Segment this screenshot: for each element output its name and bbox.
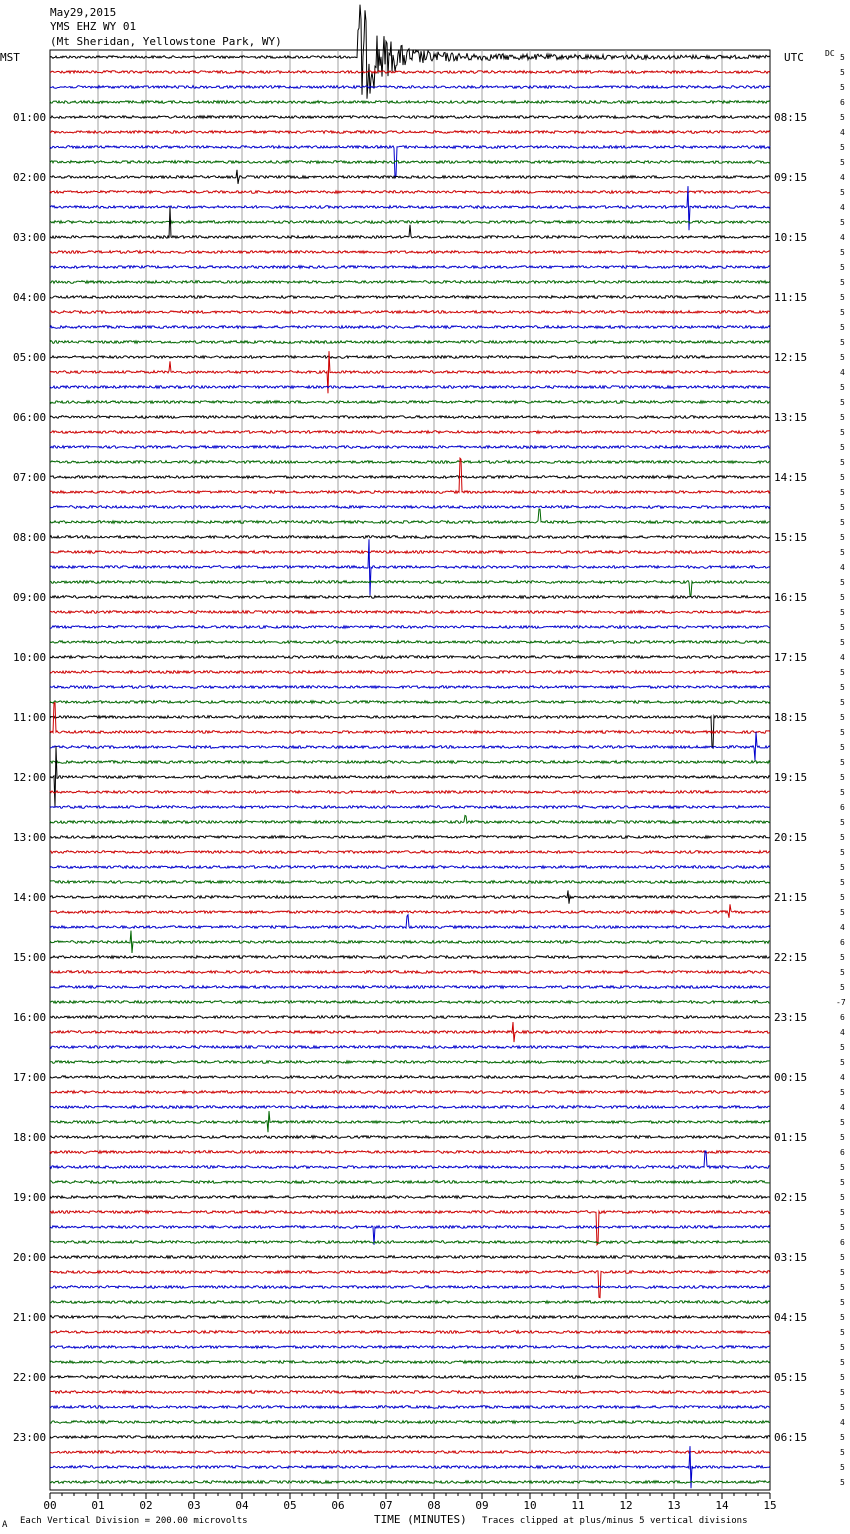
right-hour-label: 19:15 [774,771,808,784]
trace-line [50,1061,770,1064]
x-tick-label: 15 [763,1499,777,1512]
left-hour-label: 03:00 [13,231,47,244]
dc-offset-value: 5 [840,1223,845,1232]
dc-offset-value: 5 [840,773,845,782]
right-hour-label: 00:15 [774,1071,808,1084]
left-hour-label: 08:00 [13,531,47,544]
trace-line [50,116,770,119]
trace-line [50,131,770,134]
dc-offset-value: 5 [840,1373,845,1382]
trace-line [50,1376,770,1379]
dc-offset-value: 5 [840,548,845,557]
right-timezone-label: UTC [784,51,804,64]
right-hour-label: 21:15 [774,891,808,904]
trace-line [50,341,770,344]
left-hour-label: 17:00 [13,1071,47,1084]
dc-offset-value: 5 [840,683,845,692]
right-hour-label: 10:15 [774,231,808,244]
dc-offset-value: 6 [840,1148,845,1157]
trace-line [50,536,770,539]
dc-offset-value: 5 [840,503,845,512]
trace-line [50,915,770,929]
dc-offset-value: 5 [840,248,845,257]
dc-offset-value: 5 [840,983,845,992]
trace-line [50,881,770,884]
right-hour-label: 22:15 [774,951,808,964]
trace-line [50,266,770,269]
trace-line [50,1301,770,1304]
dc-offset-value: 6 [840,938,845,947]
dc-offset-value: 5 [840,263,845,272]
x-tick-label: 12 [619,1499,633,1512]
dc-offset-value: 5 [840,1163,845,1172]
trace-line [50,581,770,596]
trace-line [50,866,770,869]
dc-offset-value: 5 [840,428,845,437]
dc-offset-value: 5 [840,623,845,632]
right-hour-label: 13:15 [774,411,808,424]
dc-offset-values [836,53,846,1487]
left-hour-label: 13:00 [13,831,47,844]
left-hour-label: 10:00 [13,651,47,664]
x-tick-label: 01 [91,1499,105,1512]
left-hour-label: 21:00 [13,1311,47,1324]
right-hour-label: 05:15 [774,1371,808,1384]
trace-line [50,1106,770,1109]
trace-line [50,509,770,523]
trace-line [50,641,770,644]
x-tick-label: 00 [43,1499,57,1512]
dc-offset-value: -7 [836,998,846,1007]
dc-offset-value: 5 [840,713,845,722]
trace-line [50,851,770,854]
dc-offset-value: 5 [840,1253,845,1262]
trace-line [50,1451,770,1454]
trace-line [50,86,770,89]
dc-offset-value: 5 [840,473,845,482]
trace-line [50,806,770,809]
left-hour-label: 19:00 [13,1191,47,1204]
x-axis [43,1493,776,1512]
right-hour-label: 17:15 [774,651,808,664]
dc-offset-value: 4 [840,173,845,182]
dc-offset-value: 5 [840,878,845,887]
trace-line [50,401,770,404]
x-tick-label: 13 [667,1499,681,1512]
x-axis-title: TIME (MINUTES) [374,1513,467,1526]
dc-offset-value: 5 [840,593,845,602]
dc-offset-value: 5 [840,668,845,677]
trace-line [50,1481,770,1484]
trace-line [50,1361,770,1364]
trace-line [50,761,770,764]
dc-offset-value: 5 [840,1403,845,1412]
dc-offset-value: 5 [840,1283,845,1292]
dc-offset-value: 5 [840,413,845,422]
dc-offset-value: 4 [840,563,845,572]
dc-offset-value: 5 [840,818,845,827]
trace-line [50,596,770,599]
dc-offset-value: 6 [840,803,845,812]
trace-line [50,1076,770,1079]
dc-offset-value: 5 [840,338,845,347]
scale-note: Each Vertical Division = 200.00 microvolts [20,1516,248,1526]
seismic-traces [50,5,770,1489]
dc-offset-value: 5 [840,68,845,77]
trace-line [50,311,770,314]
right-hour-label: 15:15 [774,531,808,544]
dc-offset-value: 5 [840,218,845,227]
dc-offset-value: 5 [840,518,845,527]
x-tick-label: 04 [235,1499,249,1512]
trace-line [50,1091,770,1094]
trace-line [50,161,770,164]
trace-line [50,1256,770,1259]
dc-offset-value: 4 [840,653,845,662]
x-tick-label: 02 [139,1499,153,1512]
left-hour-label: 06:00 [13,411,47,424]
x-tick-label: 07 [379,1499,393,1512]
trace-line [50,281,770,284]
trace-line [50,703,770,734]
dc-offset-value: 5 [840,1313,845,1322]
trace-line [50,356,770,359]
dc-offset-value: 5 [840,833,845,842]
dc-offset-value: 5 [840,1118,845,1127]
dc-offset-value: 5 [840,158,845,167]
dc-offset-value: 5 [840,1133,845,1142]
trace-line [50,1406,770,1409]
x-tick-label: 06 [331,1499,345,1512]
dc-offset-value: 4 [840,233,845,242]
trace-line [50,1136,770,1139]
dc-offset-value: 5 [840,1208,845,1217]
trace-line [50,101,770,104]
dc-offset-value: 5 [840,458,845,467]
dc-offset-value: 5 [840,188,845,197]
trace-line [50,416,770,419]
dc-offset-value: 4 [840,1418,845,1427]
trace-line [50,170,770,184]
right-hour-label: 11:15 [774,291,808,304]
dc-offset-value: 5 [840,1433,845,1442]
dc-offset-value: 5 [840,533,845,542]
station-location: (Mt Sheridan, Yellowstone Park, WY) [50,35,282,48]
dc-offset-value: 5 [840,383,845,392]
trace-line [50,506,770,509]
left-hour-label: 20:00 [13,1251,47,1264]
trace-line [50,476,770,479]
dc-offset-value: 5 [840,488,845,497]
left-hour-label: 15:00 [13,951,47,964]
right-hour-label: 09:15 [774,171,808,184]
x-tick-label: 09 [475,1499,489,1512]
x-tick-label: 05 [283,1499,297,1512]
trace-line [50,836,770,839]
dc-offset-value: 5 [840,1193,845,1202]
dc-offset-value: 6 [840,1238,845,1247]
dc-offset-value: 6 [840,1013,845,1022]
dc-offset-value: 5 [840,743,845,752]
trace-line [50,931,770,953]
trace-line [50,1022,770,1042]
trace-line [50,1181,770,1184]
right-hour-label: 16:15 [774,591,808,604]
dc-offset-value: 5 [840,788,845,797]
trace-line [50,671,770,674]
right-hour-label: 14:15 [774,471,808,484]
dc-offset-value: 5 [840,728,845,737]
left-hour-label: 09:00 [13,591,47,604]
dc-offset-value: 5 [840,1178,845,1187]
trace-line [50,1241,770,1244]
trace-line [50,1151,770,1154]
trace-line [50,191,770,194]
right-hour-label: 18:15 [774,711,808,724]
dc-offset-value: 5 [840,1058,845,1067]
left-hour-label: 18:00 [13,1131,47,1144]
trace-line [50,904,770,918]
dc-offset-value: 5 [840,143,845,152]
dc-offset-value: 5 [840,1343,845,1352]
x-tick-label: 10 [523,1499,537,1512]
dc-offset-value: 6 [840,98,845,107]
left-hour-label: 07:00 [13,471,47,484]
dc-offset-value: 5 [840,308,845,317]
trace-line [50,1271,770,1298]
left-hour-labels [13,111,46,1444]
right-hour-label: 04:15 [774,1311,808,1324]
station-code: YMS EHZ WY 01 [50,20,137,33]
dc-offset-value: 5 [840,893,845,902]
trace-line [50,656,770,659]
trace-line [50,1111,770,1132]
dc-offset-value: 4 [840,923,845,932]
right-hour-labels [774,111,807,1444]
dc-offset-value: 4 [840,128,845,137]
dc-offset-value: 5 [840,578,845,587]
dc-offset-value: 5 [840,968,845,977]
trace-line [50,1046,770,1049]
trace-line [50,626,770,629]
dc-offset-value: 5 [840,1298,845,1307]
dc-offset-value: 5 [840,953,845,962]
x-tick-label: 08 [427,1499,441,1512]
trace-line [50,1016,770,1019]
left-hour-label: 04:00 [13,291,47,304]
dc-offset-value: 4 [840,368,845,377]
clip-note: Traces clipped at plus/minus 5 vertical divisions [482,1516,748,1526]
right-hour-label: 03:15 [774,1251,808,1264]
trace-line [50,1151,770,1168]
right-hour-label: 06:15 [774,1431,808,1444]
dc-offset-value: 5 [840,1358,845,1367]
trace-line [50,686,770,689]
dc-offset-value: 5 [840,1388,845,1397]
trace-line [50,1286,770,1289]
left-timezone-label: MST [0,51,20,64]
dc-offset-value: 5 [840,758,845,767]
dc-offset-value: 5 [840,113,845,122]
trace-line [50,971,770,974]
dc-offset-value: 5 [840,443,845,452]
right-hour-label: 20:15 [774,831,808,844]
x-tick-label: 14 [715,1499,729,1512]
left-hour-label: 12:00 [13,771,47,784]
left-hour-label: 16:00 [13,1011,47,1024]
trace-line [50,1346,770,1349]
dc-offset-value: 4 [840,1028,845,1037]
dc-offset-value: 5 [840,1088,845,1097]
dc-offset-value: 5 [840,848,845,857]
right-hour-label: 01:15 [774,1131,808,1144]
trace-line [50,890,770,903]
trace-line [50,701,770,704]
trace-line [50,5,770,99]
left-hour-label: 14:00 [13,891,47,904]
dc-offset-value: 4 [840,203,845,212]
left-hour-label: 01:00 [13,111,47,124]
dc-offset-value: 5 [840,1043,845,1052]
trace-line [50,71,770,74]
trace-line [50,461,770,464]
trace-line [50,446,770,449]
left-hour-label: 02:00 [13,171,47,184]
left-hour-label: 23:00 [13,1431,47,1444]
trace-line [50,815,770,823]
dc-offset-value: 5 [840,278,845,287]
dc-offset-value: 5 [840,698,845,707]
trace-line [50,251,770,254]
dc-offset-value: 5 [840,398,845,407]
right-hour-label: 08:15 [774,111,808,124]
trace-line [50,221,770,224]
trace-line [50,1436,770,1439]
trace-line [50,1391,770,1394]
corner-mark: A [2,1520,8,1530]
right-hour-label: 02:15 [774,1191,808,1204]
trace-line [50,1001,770,1004]
trace-line [50,986,770,989]
x-tick-label: 11 [571,1499,585,1512]
dc-offset-value: 5 [840,1478,845,1487]
x-tick-label: 03 [187,1499,201,1512]
dc-offset-value: 5 [840,638,845,647]
left-hour-label: 22:00 [13,1371,47,1384]
trace-line [50,1196,770,1199]
trace-line [50,551,770,554]
dc-offset-value: 5 [840,83,845,92]
record-date: May29,2015 [50,6,117,19]
trace-line [50,732,770,761]
dc-offset-value: 4 [840,1073,845,1082]
trace-line [50,1421,770,1424]
trace-line [50,386,770,389]
dc-offset-value: 5 [840,1328,845,1337]
dc-offset-value: 5 [840,53,845,62]
dc-offset-value: 5 [840,608,845,617]
right-hour-label: 23:15 [774,1011,808,1024]
dc-offset-value: 5 [840,1268,845,1277]
dc-offset-value: 5 [840,863,845,872]
dc-offset-value: 5 [840,323,845,332]
trace-line [50,326,770,329]
left-hour-label: 11:00 [13,711,47,724]
dc-offset-value: 5 [840,908,845,917]
dc-offset-value: 5 [840,293,845,302]
left-hour-label: 05:00 [13,351,47,364]
trace-line [50,1316,770,1319]
dc-offset-value: 4 [840,1103,845,1112]
dc-label: DC [825,49,835,58]
right-hour-label: 12:15 [774,351,808,364]
trace-line [50,296,770,299]
trace-line [50,611,770,614]
dc-offset-value: 5 [840,1448,845,1457]
trace-line [50,956,770,959]
trace-line [50,746,770,807]
trace-line [50,539,770,595]
trace-line [50,431,770,434]
dc-offset-value: 5 [840,1463,845,1472]
trace-line [50,1331,770,1334]
trace-line [50,791,770,794]
dc-offset-value: 5 [840,353,845,362]
